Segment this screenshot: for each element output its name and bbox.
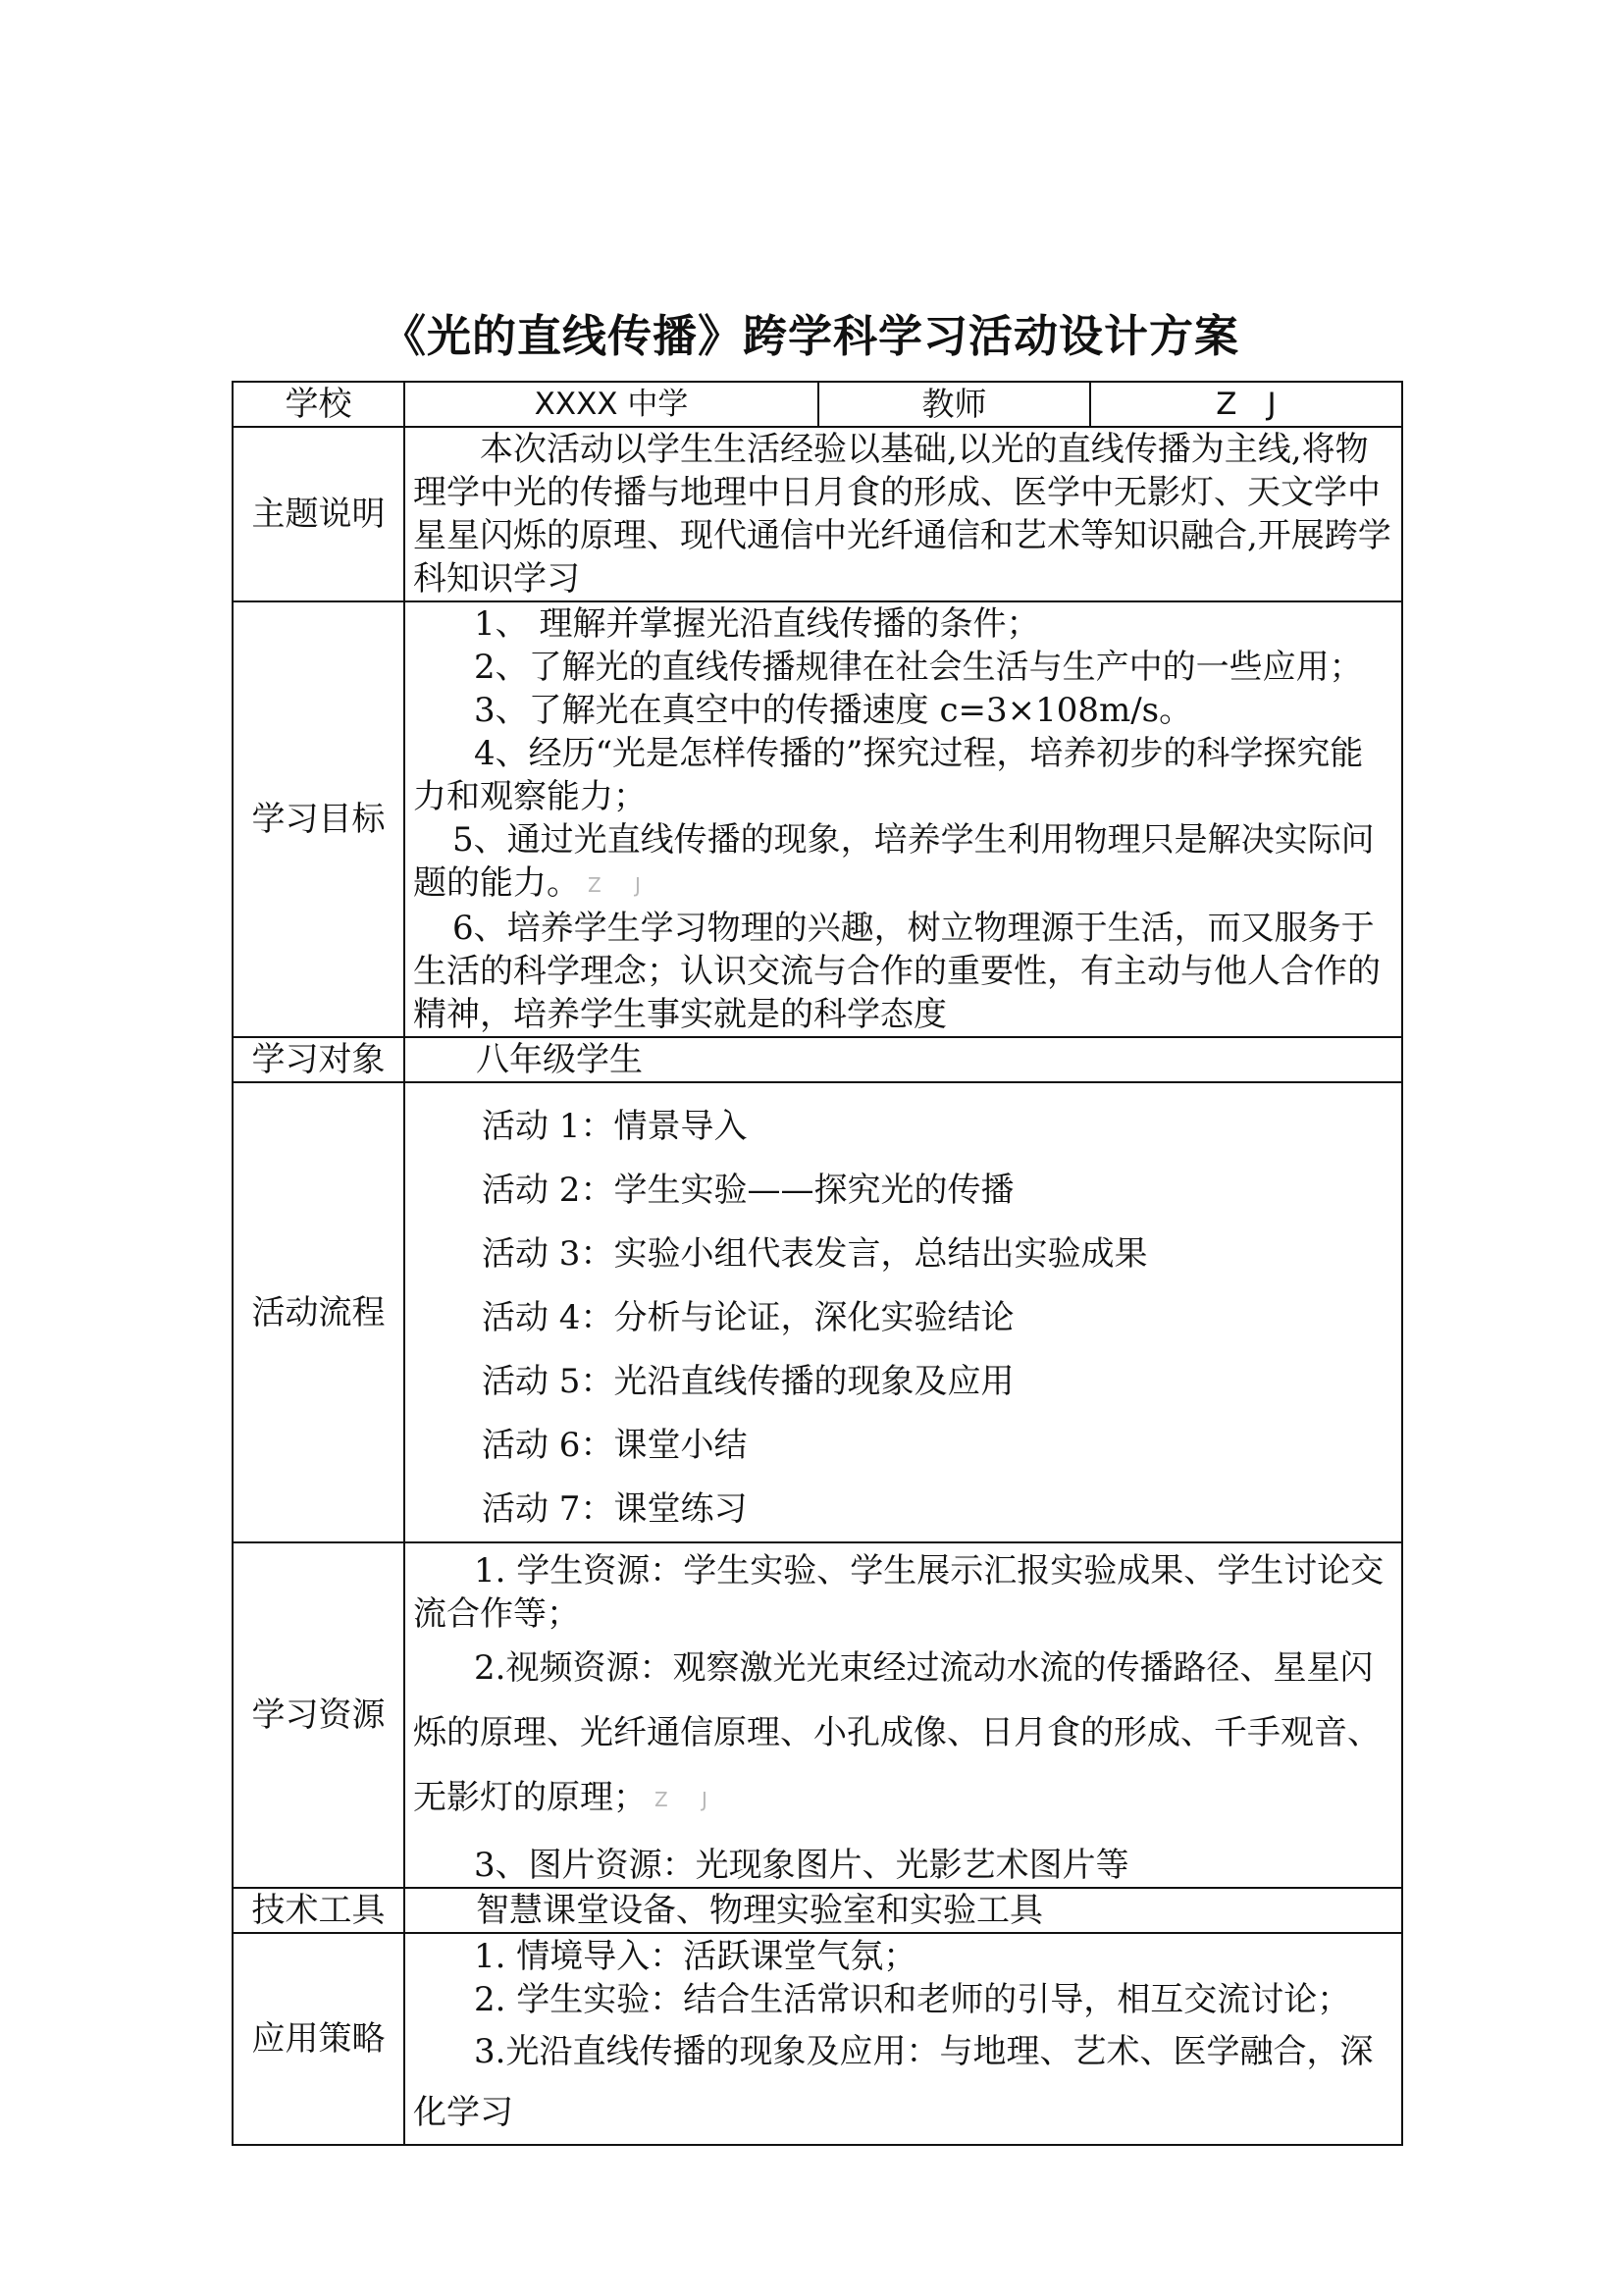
resources-watermark: Z J (654, 1788, 721, 1811)
activity-item-5: 活动 5：光沿直线传播的现象及应用 (482, 1362, 1015, 1401)
goals-cell (404, 601, 1402, 1037)
activity-plan-table (232, 381, 1403, 2146)
process-row (233, 1082, 1402, 1542)
strategy-label: 应用策略 (233, 1933, 404, 2145)
activity-item-2: 活动 2：学生实验——探究光的传播 (482, 1171, 1015, 1210)
strategy-item-2: 2. 学生实验：结合生活常识和老师的引导，相互交流讨论； (474, 1980, 1351, 2019)
audience-value: 八年级学生 (404, 1037, 1402, 1082)
resource-item-2-text: 2.视频资源：观察激光光束经过流动水流的传播路径、星星闪烁的原理、光纤通信原理、小孔成像、日月食的形成、千手观音、无影灯的原理； (413, 1648, 1381, 1817)
goals-row (233, 601, 1402, 1037)
strategy-item-1: 1. 情境导入：活跃课堂气氛； (474, 1937, 917, 1976)
goal-item-1: 1、 理解并掌握光沿直线传播的条件； (474, 604, 1040, 644)
theme-text: 本次活动以学生生活经验以基础,以光的直线传播为主线,将物理学中光的传播与地理中日月食的形成、医学中无影灯、天文学中星星闪烁的原理、现代通信中光纤通信和艺术等知识融合,开展跨学科知识学习 (413, 430, 1391, 599)
header-row (233, 382, 1402, 427)
resources-row (233, 1542, 1402, 1888)
process-label: 活动流程 (233, 1082, 404, 1542)
audience-label: 学习对象 (233, 1037, 404, 1082)
school-label: 学校 (233, 382, 404, 427)
theme-cell (404, 427, 1402, 601)
resource-item-2 (413, 1636, 1393, 1832)
teacher-label: 教师 (818, 382, 1090, 427)
goal-item-3: 3、了解光在真空中的传播速度 c=3×108m/s。 (474, 691, 1193, 730)
document-title: 《光的直线传播》跨学科学习活动设计方案 (381, 310, 1239, 362)
resource-item-3: 3、图片资源：光现象图片、光影艺术图片等 (474, 1846, 1129, 1885)
goal-item-5-text: 5、通过光直线传播的现象，培养学生利用物理只是解决实际问题的能力。 (413, 820, 1375, 903)
goal-item-6: 6、培养学生学习物理的兴趣，树立物理源于生活，而又服务于生活的科学理念；认识交流与合作的重要性，有主动与他人合作的精神，培养学生事实就是的科学态度 (413, 909, 1381, 1034)
school-value: XXXX 中学 (404, 382, 818, 427)
goal-item-4: 4、经历“光是怎样传播的”探究过程，培养初步的科学探究能力和观察能力； (413, 734, 1364, 816)
goal-item-2: 2、了解光的直线传播规律在社会生活与生产中的一些应用； (474, 648, 1363, 687)
strategy-row (233, 1933, 1402, 2145)
goals-label: 学习目标 (233, 601, 404, 1037)
strategy-cell (404, 1933, 1402, 2145)
goals-watermark: Z J (588, 873, 654, 897)
process-cell (404, 1082, 1402, 1542)
resources-label: 学习资源 (233, 1542, 404, 1888)
activity-item-1: 活动 1：情景导入 (482, 1107, 748, 1146)
audience-row (233, 1037, 1402, 1082)
activity-item-6: 活动 6：课堂小结 (482, 1426, 748, 1465)
theme-label: 主题说明 (233, 427, 404, 601)
teacher-value: Z J (1090, 382, 1402, 427)
activity-item-4: 活动 4：分析与论证，深化实验结论 (482, 1298, 1015, 1337)
theme-row (233, 427, 1402, 601)
tools-row (233, 1888, 1402, 1933)
goal-item-5 (413, 818, 1393, 907)
tools-label: 技术工具 (233, 1888, 404, 1933)
strategy-item-3: 3.光沿直线传播的现象及应用：与地理、艺术、医学融合，深化学习 (413, 2032, 1374, 2132)
activity-item-7: 活动 7：课堂练习 (482, 1489, 748, 1529)
activity-item-3: 活动 3：实验小组代表发言，总结出实验成果 (482, 1234, 1148, 1274)
tools-value: 智慧课堂设备、物理实验室和实验工具 (404, 1888, 1402, 1933)
resource-item-1: 1. 学生资源：学生实验、学生展示汇报实验成果、学生讨论交流合作等； (413, 1551, 1385, 1634)
resources-cell (404, 1542, 1402, 1888)
